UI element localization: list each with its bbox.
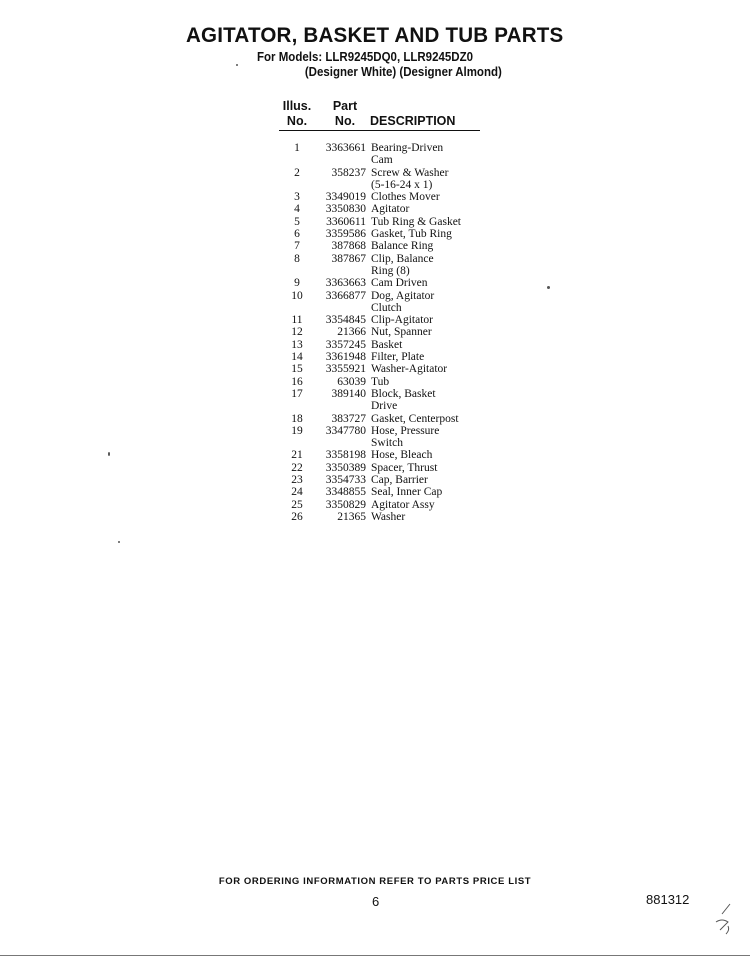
part-description [371,191,499,203]
part-description [371,167,499,192]
scan-speck [547,286,550,289]
description-line: Gasket, Centerpost [371,412,459,425]
description-line: Block, Basket [371,387,436,400]
description-line: Dog, Agitator [371,289,435,302]
part-row [279,253,499,278]
description-line: Clip-Agitator [371,314,433,327]
part-row [279,462,499,474]
illus-number: 2 [294,166,300,179]
part-row [279,425,499,450]
part-number: 3347780 [325,424,366,437]
part-row [279,449,499,461]
part-number: 21366 [337,326,366,339]
description-line: Clip, Balance [371,252,434,265]
part-description [371,474,499,486]
part-description [371,240,499,252]
part-row [279,290,499,315]
part-description [371,462,499,474]
description-line: Washer [371,510,406,523]
part-row [279,216,499,228]
illus-number: 18 [291,412,303,425]
description-line: Balance Ring [371,240,434,253]
description-line: Bearing-Driven [371,142,444,154]
description-line: Clothes Mover [371,191,440,204]
document-code: 881312 [646,892,690,907]
part-row [279,474,499,486]
part-row [279,499,499,511]
illus-number: 13 [291,338,303,351]
part-description [371,511,499,523]
description-line: Gasket, Tub Ring [371,228,452,241]
model-info [257,50,502,80]
illus-number: 6 [294,228,300,241]
illus-number: 24 [291,486,303,499]
description-line: Tub Ring & Gasket [371,215,461,228]
illus-header: Illus. No. [282,99,312,128]
part-number: 3358198 [325,449,366,462]
part-description [371,216,499,228]
part-number: 3350389 [325,461,366,474]
description-line: (5-16-24 x 1) [371,178,433,191]
description-line: Tub [371,375,390,388]
part-number: 21365 [337,510,366,523]
description-line: Hose, Pressure [371,424,440,437]
part-description [371,228,499,240]
illus-number: 10 [291,289,303,302]
part-number: 389140 [331,387,366,400]
part-description [371,351,499,363]
part-number: 3349019 [325,191,366,204]
description-line: Hose, Bleach [371,449,433,462]
description-line: Filter, Plate [371,351,425,364]
part-row [279,326,499,338]
part-row [279,277,499,289]
part-row [279,511,499,523]
illus-number: 7 [294,240,300,253]
margin-scribble [708,900,738,940]
scan-speck [118,541,120,543]
scan-speck [236,64,238,66]
description-line: Switch [371,437,403,450]
illus-number: 26 [291,510,303,523]
part-number: 3359586 [325,228,366,241]
part-row [279,413,499,425]
part-description [371,425,499,450]
description-line: Agitator [371,203,410,216]
part-row [279,486,499,498]
illus-number: 11 [291,314,303,327]
part-row [279,167,499,192]
part-number: 3354845 [325,314,366,327]
description-line: Cap, Barrier [371,474,428,487]
part-description [371,277,499,289]
description-line: Nut, Spanner [371,326,432,339]
description-line: Seal, Inner Cap [371,486,443,499]
illus-number: 23 [291,474,303,487]
part-number: 3350829 [325,498,366,511]
illus-number: 16 [291,375,303,388]
part-number: 3363661 [325,142,366,154]
part-row [279,376,499,388]
part-description [371,290,499,315]
model-numbers: For Models: LLR9245DQ0, LLR9245DZ0 [257,50,473,64]
illus-number: 25 [291,498,303,511]
illus-number: 22 [291,461,303,474]
part-row [279,228,499,240]
description-line: Drive [371,400,398,413]
part-description [371,326,499,338]
illus-number: 12 [291,326,303,339]
part-number: 63039 [337,375,366,388]
description-line: Agitator Assy [371,498,435,511]
illus-number: 19 [291,424,303,437]
part-description [371,499,499,511]
description-line: Washer-Agitator [371,363,448,376]
part-number: 3354733 [325,474,366,487]
part-number: 387867 [331,252,366,265]
part-number: 3348855 [325,486,366,499]
description-line: Cam Driven [371,277,428,290]
part-row [279,203,499,215]
part-description [371,413,499,425]
part-row [279,388,499,413]
part-row [279,191,499,203]
model-colors: (Designer White) (Designer Almond) [304,65,502,79]
description-line: Screw & Washer [371,166,449,179]
part-number: 3363663 [325,277,366,290]
part-row [279,240,499,252]
part-row [279,363,499,375]
illus-number: 15 [291,363,303,376]
part-description [371,486,499,498]
part-number: 3361948 [325,351,366,364]
parts-list [279,142,499,523]
illus-number: 14 [291,351,303,364]
part-description [371,339,499,351]
part-row [279,351,499,363]
part-description [371,314,499,326]
header-underline [279,130,480,131]
part-header: Part No. [332,99,358,128]
part-description [371,449,499,461]
part-row [279,339,499,351]
part-description [371,253,499,278]
part-number: 3360611 [326,215,366,228]
part-number: 358237 [331,166,366,179]
page-edge-line [0,955,750,956]
part-number: 387868 [331,240,366,253]
part-number: 3357245 [325,338,366,351]
page-title: AGITATOR, BASKET AND TUB PARTS [186,24,564,47]
illus-number: 5 [294,215,300,228]
illus-number: 1 [294,142,300,154]
illus-number: 9 [294,277,300,290]
part-number: 383727 [331,412,366,425]
scan-speck [108,452,110,456]
part-description [371,388,499,413]
part-row [279,314,499,326]
description-line: Clutch [371,301,402,314]
illus-number: 8 [294,252,300,265]
part-row [279,142,499,167]
part-description [371,203,499,215]
illus-number: 17 [291,387,303,400]
illus-number: 3 [294,191,300,204]
part-number: 3355921 [325,363,366,376]
description-header: DESCRIPTION [370,114,456,128]
part-number: 3366877 [325,289,366,302]
part-number: 3350830 [325,203,366,216]
description-line: Ring (8) [371,264,410,277]
description-line: Spacer, Thrust [371,461,438,474]
illus-number: 21 [291,449,303,462]
part-description [371,376,499,388]
description-line: Cam [371,154,393,167]
ordering-note: FOR ORDERING INFORMATION REFER TO PARTS PRICE LIST [218,876,532,887]
illus-number: 4 [294,203,300,216]
page-number: 6 [372,894,380,909]
part-description [371,363,499,375]
description-line: Basket [371,338,403,351]
part-description [371,142,499,167]
